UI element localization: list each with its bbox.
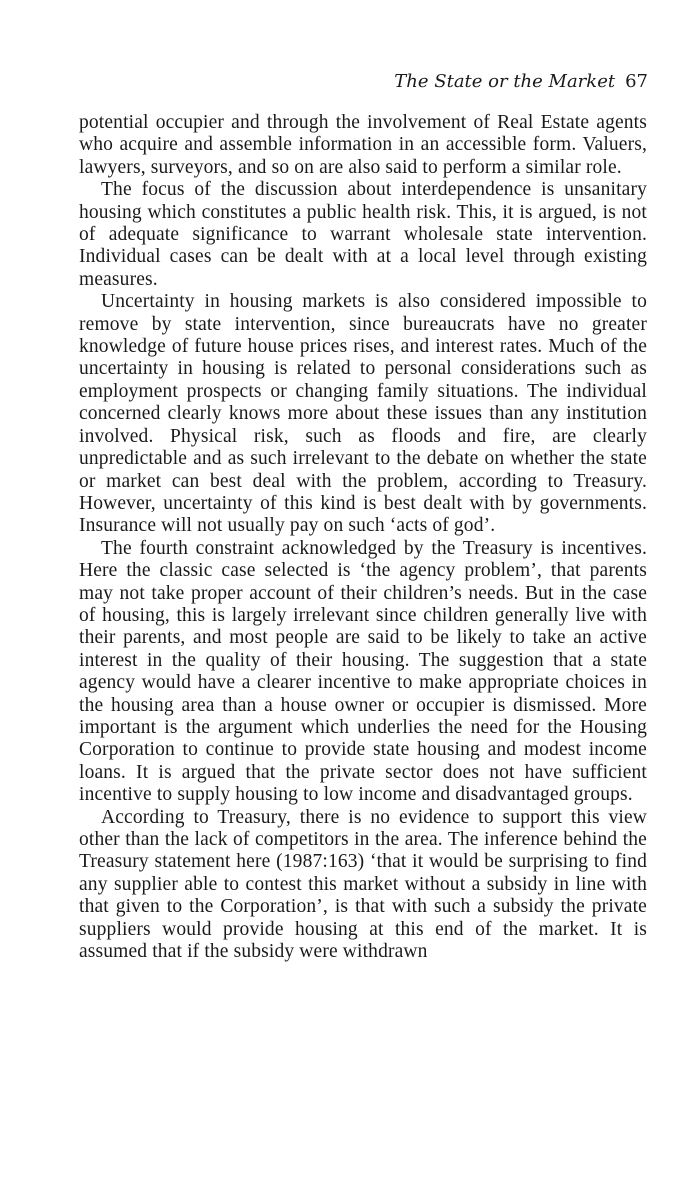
paragraph-uncertainty: Uncertainty in housing markets is also considered impossible to remove by state intervention, since bureaucrats have no greater knowledge of future house prices rises, and interest rates. Much of the uncertainty in housing is related to personal considerations such as employment prospects or changing family situations. The individual concerned clearly knows more about these issues than any institution involved. Physical risk, such as floods and fire, are clearly unpredictable and as such irrelevant to the debate on whether the state or market can best deal with the problem, according to Treasury. However, uncertainty of this kind is best dealt with by governments. Insurance will not usually pay on such ‘acts of god’. [79,291,647,537]
page-number: 67 [625,71,648,92]
paragraph-interdependence: The focus of the discussion about interdependence is unsanitary housing which constitutes a public health risk. This, it is argued, is not of adequate significance to warrant wholesale state intervention. Individual cases can be dealt with at a local level through existing measures. [79,179,647,290]
body-text [79,112,647,963]
paragraph-continuation: potential occupier and through the involvement of Real Estate agents who acquire and assemble information in an accessible form. Valuers, lawyers, surveyors, and so on are also said to perform a similar role. [79,112,647,178]
paragraph-incentives: The fourth constraint acknowledged by the Treasury is incentives. Here the classic case selected is ‘the agency problem’, that parents may not take proper account of their children’s needs. But in the case of housing, this is largely irrelevant since children generally live with their parents, and most people are said to be likely to take an active interest in the quality of their housing. The suggestion that a state agency would have a clearer incentive to make appropriate choices in the housing area than a house owner or occupier is dismissed. More important is the argument which underlies the need for the Housing Corporation to continue to provide state housing and modest income loans. It is argued that the private sector does not have sufficient incentive to supply housing to low income and disadvantaged groups. [79,537,647,806]
running-head [394,72,648,92]
paragraph-treasury-evidence: According to Treasury, there is no evidence to support this view other than the lack of competitors in the area. The inference behind the Treasury statement here (1987:163) ‘that it would be surprising to find any supplier able to contest this market without a subsidy in line with that given to the Corporation’, is that with such a subsidy the private suppliers would provide housing at this end of the market. It is assumed that if the subsidy were withdrawn [79,806,647,963]
running-head-title: The State or the Market [394,71,616,92]
